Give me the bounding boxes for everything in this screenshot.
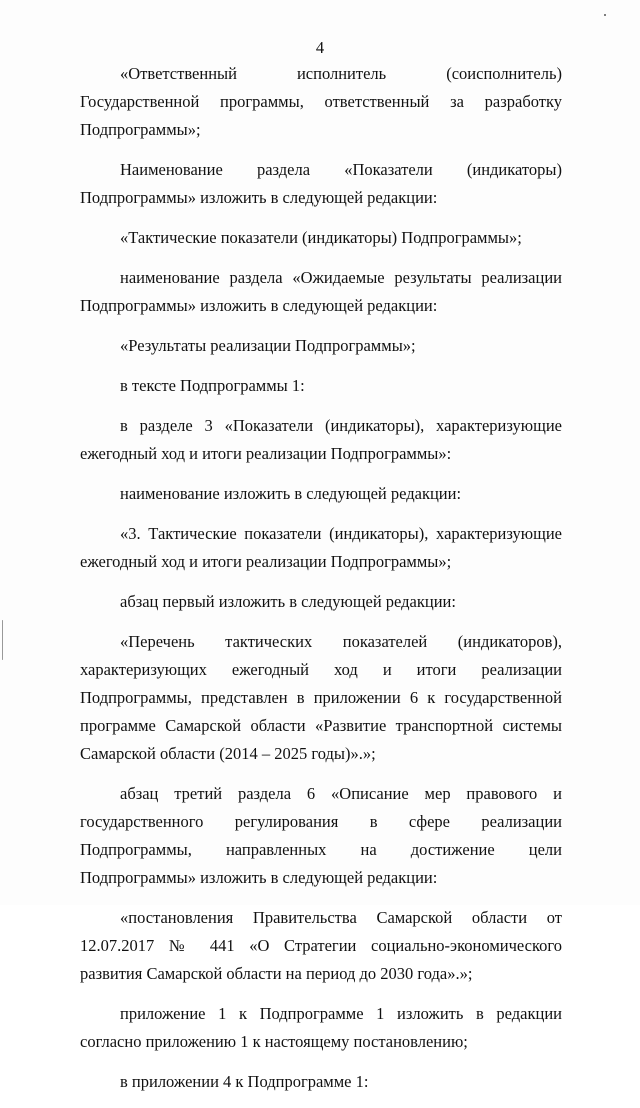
page-number: 4 xyxy=(315,38,325,57)
document-body xyxy=(80,60,562,1108)
paragraph: Наименование раздела «Показатели (индикаторы) Подпрограммы» изложить в следующей редакции: xyxy=(80,160,562,207)
paragraph: приложение 1 к Подпрограмме 1 изложить в редакции согласно приложению 1 к настоящему постановлению; xyxy=(80,1004,562,1051)
scan-speck xyxy=(2,620,3,660)
paragraph: абзац первый изложить в следующей редакции: xyxy=(120,592,456,611)
paragraph: наименование раздела «Ожидаемые результаты реализации Подпрограммы» изложить в следующей редакции: xyxy=(80,268,562,315)
paragraph: «Тактические показатели (индикаторы) Подпрограммы»; xyxy=(120,228,522,247)
paragraph: в разделе 3 «Показатели (индикаторы), характеризующие ежегодный ход и итоги реализации Подпрограммы»: xyxy=(80,416,562,463)
paragraph: абзац третий раздела 6 «Описание мер правового и государственного регулирования в сфере реализации Подпрограммы, направленных на достижение цели Подпрограммы» изложить в следующей редакции: xyxy=(80,784,562,887)
scan-speck xyxy=(604,14,606,16)
paragraph: в тексте Подпрограммы 1: xyxy=(120,376,305,395)
paragraph: «3. Тактические показатели (индикаторы), характеризующие ежегодный ход и итоги реализации Подпрограммы»; xyxy=(80,524,562,571)
paragraph: «Результаты реализации Подпрограммы»; xyxy=(120,336,416,355)
paragraph: в приложении 4 к Подпрограмме 1: xyxy=(120,1072,369,1091)
paragraph: «Перечень тактических показателей (индикаторов), характеризующих ежегодный ход и итоги реализации Подпрограммы, представлен в приложении 6 к государственной программе Самарской области «Развитие транспортной системы Самарской области (2014 – 2025 годы)».»; xyxy=(80,632,562,763)
paragraph: «постановления Правительства Самарской области от 12.07.2017 № 441 «О Стратегии социально-экономического развития Самарской области на период до 2030 года».»; xyxy=(80,908,562,983)
paragraph: «Ответственный исполнитель (соисполнитель) Государственной программы, ответственный за разработку Подпрограммы»; xyxy=(80,64,562,139)
paragraph: наименование изложить в следующей редакции: xyxy=(120,484,462,503)
